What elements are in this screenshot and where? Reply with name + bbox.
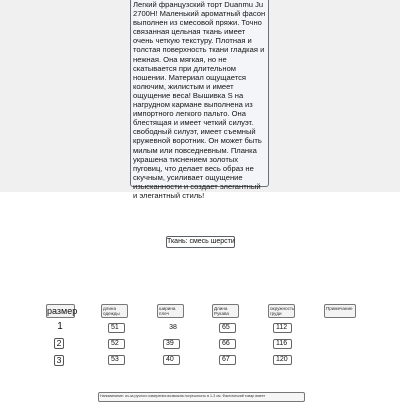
cell-shoulder-1: 38 (165, 324, 181, 334)
cell-sleeve-1: 65 (219, 323, 236, 333)
row-size-2: 2 (54, 338, 64, 349)
size-table (0, 300, 400, 370)
header-length: длина одежды (101, 304, 128, 318)
product-description: Легкий французский торт Duanmu Ju 2700H! Маленький ароматный фасон выполнен из смесовой пряжи. Точно связанная цельная ткань имеет очень четкую текстуру. Плотная и толстая поверхность ткани гладкая и нежная. Она мягкая, но не скатывается при длительном ношении. Материал ощущается колючим, жилистым и имеет ощущение веса! Вышивка S на нагрудном кармане выполнена из импортного легкого пальто. Она блестящая и имеет четкий силуэт. свободный силуэт, имеет съемный кружевной воротник. Он может быть милым или повседневным. Планка украшена тиснением золотых пуговиц, что делает весь образ не скучным, усиливает ощущение изысканности и создает элегантный и элегантный стиль! (130, 0, 269, 187)
header-bust: окружность груди (270, 306, 295, 316)
row-size-1: 1 (57, 321, 63, 332)
row-size-3: 3 (54, 355, 64, 366)
cell-bust-1: 112 (273, 323, 292, 333)
fabric-label: Ткань: смесь шерсти (166, 236, 235, 248)
cell-bust-2: 116 (273, 339, 292, 349)
cell-length-1: 51 (108, 323, 125, 333)
cell-sleeve-3: 67 (219, 355, 236, 365)
header-size: размер (47, 306, 78, 316)
cell-sleeve-2: 66 (219, 339, 236, 349)
header-note: Примечание (324, 304, 356, 318)
cell-shoulder-3: 40 (163, 355, 180, 365)
cell-shoulder-2: 39 (163, 339, 180, 349)
cell-bust-3: 120 (273, 355, 292, 365)
header-sleeve: Длина Рукава (212, 304, 239, 318)
cell-length-2: 52 (108, 339, 125, 349)
measurement-note: Напоминание: из-за ручного измерения возможна погрешность в 1-3 см. Фактический товар имеет (98, 392, 305, 402)
cell-length-3: 53 (108, 355, 125, 365)
header-shoulder: ширина плеч (157, 304, 184, 318)
